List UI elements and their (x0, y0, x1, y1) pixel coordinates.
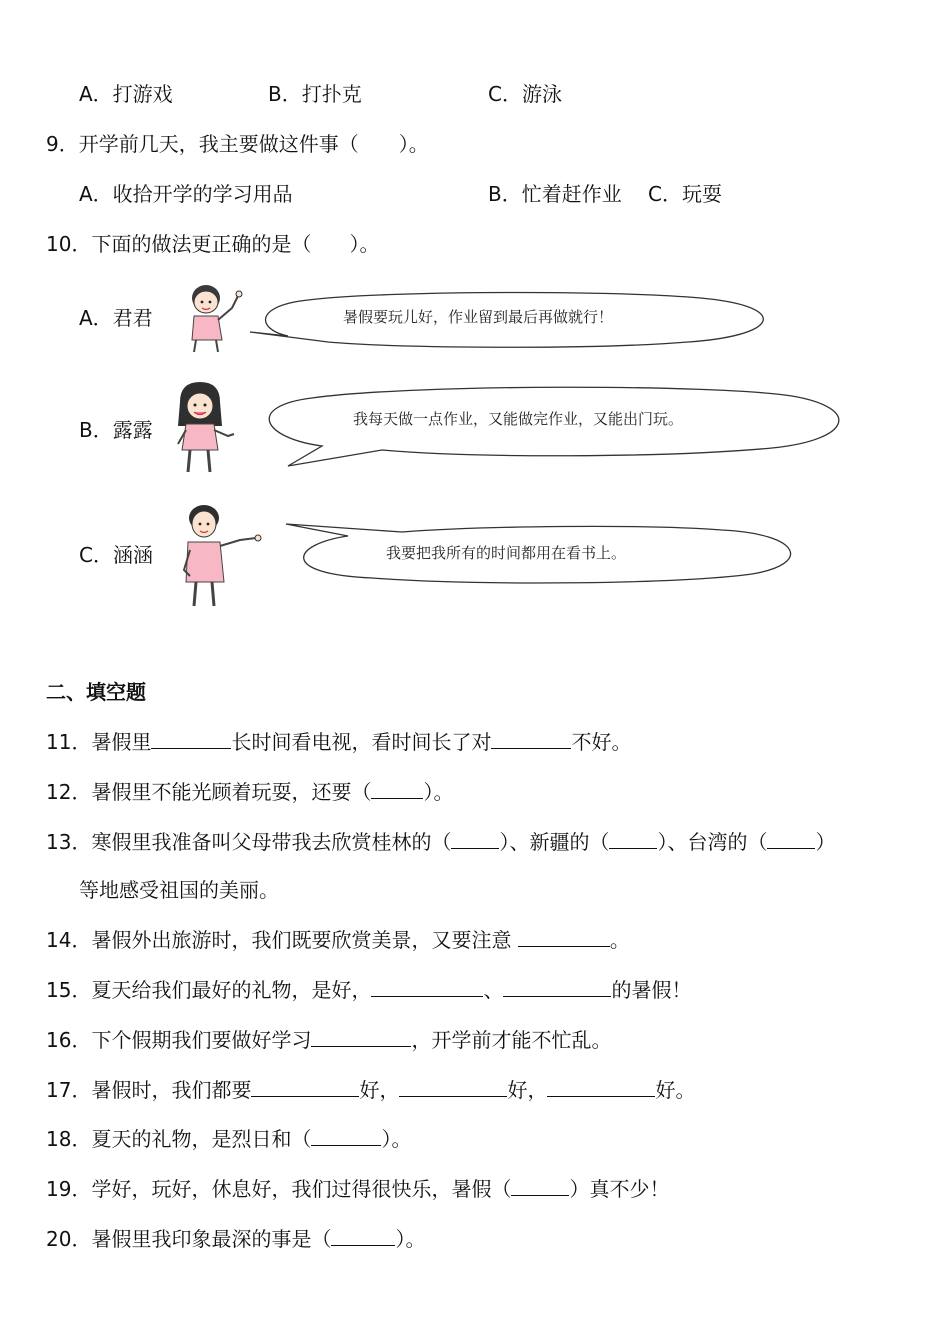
q13 (46, 828, 835, 856)
q13-text-2: ）、新疆的（ (499, 830, 610, 854)
girl-figure-b (172, 380, 244, 478)
q18-text-2: ）。 (381, 1127, 412, 1151)
q11-text-2: 长时间看电视，看时间长了对 (231, 730, 492, 754)
q17-blank-3[interactable] (547, 1076, 655, 1097)
q14-text-2: 。 (609, 928, 630, 952)
q14-blank[interactable] (518, 926, 610, 947)
q10-option-c-label: C．涵涵 (79, 543, 153, 567)
speech-text-c: 我要把我所有的时间都用在看书上。 (386, 544, 627, 562)
q13-text-4: ） (815, 830, 836, 854)
q19-text-1: 19．学好，玩好，休息好，我们过得很快乐，暑假（ (46, 1177, 512, 1201)
q10-stem-before: 10．下面的做法更正确的是（ (46, 232, 312, 256)
q16 (46, 1026, 611, 1054)
q15-blank-1[interactable] (371, 976, 483, 997)
q17-text-3: 好， (507, 1078, 548, 1102)
q8-option-b: B．打扑克 (268, 82, 362, 106)
q11 (46, 728, 631, 756)
q9-option-c: C．玩耍 (648, 182, 722, 206)
q10-option-b-label: B．露露 (79, 418, 153, 442)
q13-line-2: 等地感受祖国的美丽。 (79, 878, 279, 902)
q18 (46, 1125, 411, 1153)
q15 (46, 976, 691, 1004)
speech-text-a: 暑假要玩儿好，作业留到最后再做就行！ (343, 308, 614, 326)
q12-text-2: ）。 (423, 780, 454, 804)
q15-text-1: 15．夏天给我们最好的礼物，是好， (46, 978, 372, 1002)
q15-text-2: 、 (483, 978, 504, 1002)
q12 (46, 778, 453, 806)
q8-option-c: C．游泳 (488, 82, 562, 106)
section-2-heading: 二、填空题 (46, 680, 146, 704)
q9-option-b: B．忙着赶作业 (488, 182, 622, 206)
q17-blank-2[interactable] (399, 1076, 507, 1097)
q11-text-1: 11．暑假里 (46, 730, 152, 754)
q19 (46, 1175, 669, 1203)
q17-text-1: 17．暑假时，我们都要 (46, 1078, 252, 1102)
q13-text-3: ）、台湾的（ (657, 830, 768, 854)
q17-blank-1[interactable] (251, 1076, 359, 1097)
q13-blank-2[interactable] (609, 828, 657, 849)
q15-blank-2[interactable] (503, 976, 611, 997)
q9-stem-before: 9．开学前几天，我主要做这件事（ (46, 132, 359, 156)
q18-blank[interactable] (311, 1125, 381, 1146)
q15-text-3: 的暑假！ (611, 978, 692, 1002)
boy-figure-c (180, 500, 264, 612)
q13-text-1: 13．寒假里我准备叫父母带我去欣赏桂林的（ (46, 830, 452, 854)
speech-text-b: 我每天做一点作业，又能做完作业，又能出门玩。 (353, 410, 684, 428)
q11-blank-1[interactable] (151, 728, 231, 749)
q10-stem-after: ）。 (349, 232, 380, 256)
q20-text-2: ）。 (395, 1227, 426, 1251)
boy-figure-a (182, 278, 254, 354)
q17 (46, 1076, 695, 1104)
q13-blank-1[interactable] (451, 828, 499, 849)
q16-blank[interactable] (311, 1026, 411, 1047)
q16-text-2: ，开学前才能不忙乱。 (411, 1028, 612, 1052)
q8-option-a: A．打游戏 (79, 82, 173, 106)
q12-blank[interactable] (371, 778, 423, 799)
q17-text-2: 好， (359, 1078, 400, 1102)
q16-text-1: 16．下个假期我们要做好学习 (46, 1028, 312, 1052)
q14 (46, 926, 630, 954)
q13-blank-3[interactable] (767, 828, 815, 849)
q9-stem-after: ）。 (398, 132, 429, 156)
q20 (46, 1225, 425, 1253)
q19-text-2: ）真不少！ (569, 1177, 670, 1201)
q9-option-a: A．收拾开学的学习用品 (79, 182, 293, 206)
q14-text-1: 14．暑假外出旅游时，我们既要欣赏美景，又要注意 (46, 928, 518, 952)
q18-text-1: 18．夏天的礼物，是烈日和（ (46, 1127, 312, 1151)
q17-text-4: 好。 (655, 1078, 696, 1102)
q20-text-1: 20．暑假里我印象最深的事是（ (46, 1227, 332, 1251)
q11-blank-2[interactable] (491, 728, 571, 749)
q10-stem (46, 230, 379, 258)
q19-blank[interactable] (511, 1175, 569, 1196)
q10-option-a-label: A．君君 (79, 306, 153, 330)
q12-text-1: 12．暑假里不能光顾着玩耍，还要（ (46, 780, 372, 804)
q20-blank[interactable] (331, 1225, 395, 1246)
q11-text-3: 不好。 (571, 730, 632, 754)
q9-stem (46, 130, 429, 158)
